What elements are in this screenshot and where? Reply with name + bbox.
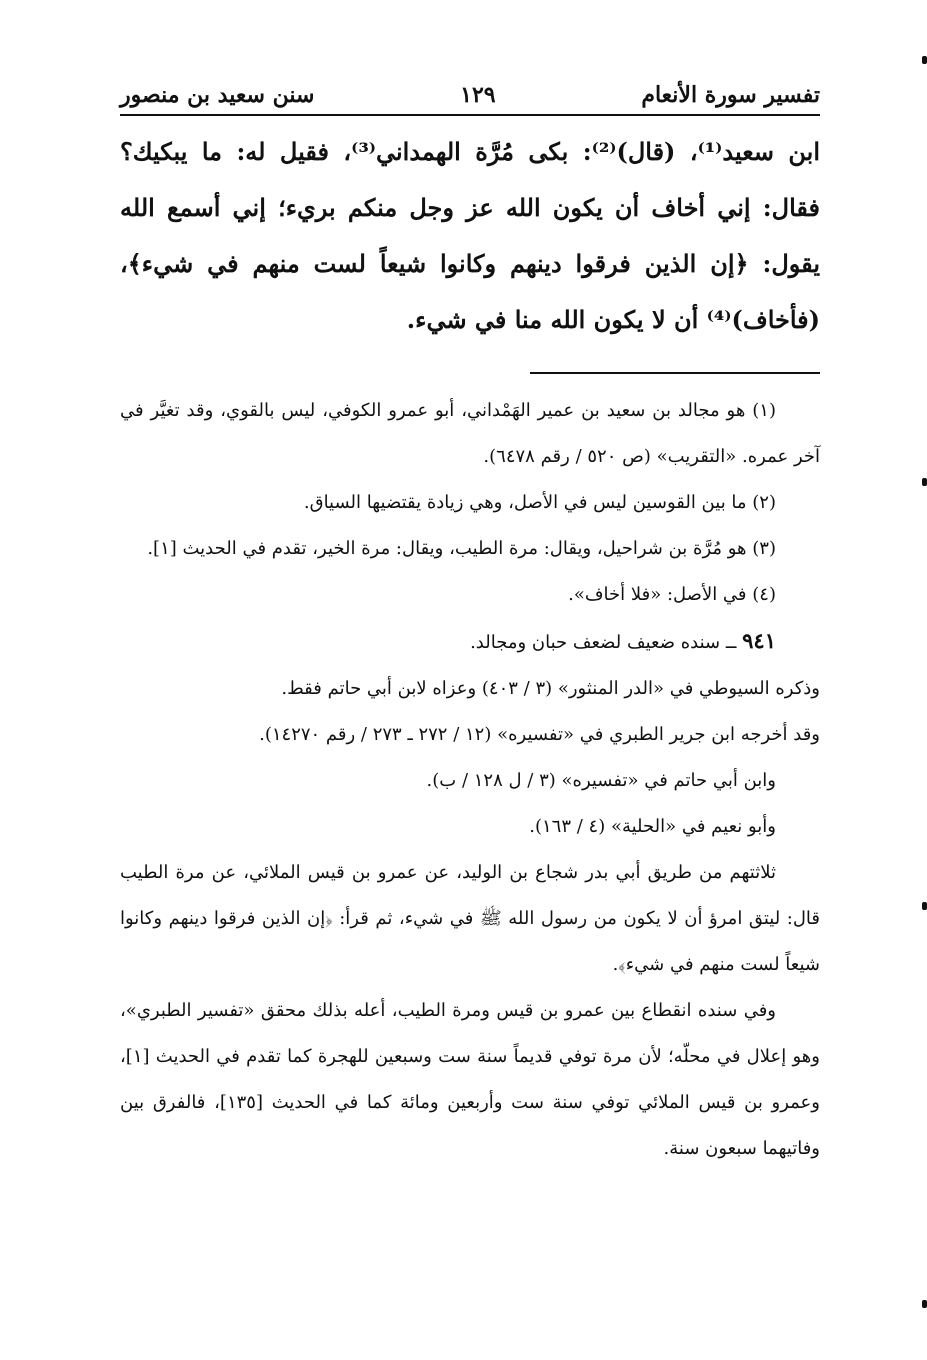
hadith-dash: ــ [725, 632, 737, 653]
margin-mark [922, 56, 927, 64]
hadith-line-1: سنده ضعيف لضعف حبان ومجالد. [470, 632, 721, 653]
hadith-line-6: ثلاثتهم من طريق أبي بدر شجاع بن الوليد، عن عمرو بن قيس الملائي، عن مرة الطيب قال: ليتق امرؤ أن لا يكون من رسول الله ﷺ في شيء، ثم قرأ: ﴿إن الذين فرقوا دينهم وكانوا شيعاً لست منهم في شيء﴾. [120, 862, 820, 975]
main-paragraph: ابن سعيد⁽¹⁾، (قال)⁽²⁾: بكى مُرَّة الهمداني⁽³⁾، فقيل له: ما يبكيك؟ فقال: إني أخاف أن يكون الله عز وجل منكم بريء؛ إني أسمع الله يقول: ﴿إن الذين فرقوا دينهم وكانوا شيعاً لست منهم في شيء﴾، (فأخاف)⁽⁴⁾ أن لا يكون الله منا في شيء. [120, 137, 821, 334]
hadith-line-2: وذكره السيوطي في «الدر المنثور» (٣ / ٤٠٣) وعزاه لابن أبي حاتم فقط. [281, 678, 820, 699]
hadith-line-5: وأبو نعيم في «الحلية» (٤ / ١٦٣). [529, 816, 776, 837]
hadith-number: ٩٤١ [742, 628, 776, 653]
footnote-3: (٣) هو مُرَّة بن شراحيل، ويقال: مرة الطيب، ويقال: مرة الخير، تقدم في الحديث [١]. [147, 538, 776, 559]
main-text [120, 124, 820, 348]
margin-mark [922, 478, 927, 486]
book-title: سنن سعيد بن منصور [120, 82, 315, 108]
hadith-line-7: وفي سنده انقطاع بين عمرو بن قيس ومرة الطيب، أعله بذلك محقق «تفسير الطبري»، وهو إعلال في محلّه؛ لأن مرة توفي قديماً سنة ست وسبعين للهجرة كما تقدم في الحديث [١]، وعمرو بن قيس الملائي توفي سنة ست وأربعين ومائة كما في الحديث [١٣٥]، فالفرق بين وفاتيهما سبعون سنة. [120, 1000, 820, 1159]
surah-title: تفسير سورة الأنعام [641, 82, 820, 108]
book-page [120, 78, 820, 1172]
footnote-separator [530, 372, 820, 374]
hadith-grading [120, 618, 820, 666]
footnotes [120, 388, 820, 1172]
footnote-4: (٤) في الأصل: «فلا أخاف». [568, 584, 776, 605]
running-header [120, 78, 820, 116]
margin-mark [922, 1300, 927, 1308]
footnote-2: (٢) ما بين القوسين ليس في الأصل، وهي زيادة يقتضيها السياق. [303, 492, 776, 513]
hadith-line-4: وابن أبي حاتم في «تفسيره» (٣ / ل ١٢٨ / ب). [426, 770, 776, 791]
hadith-line-3: وقد أخرجه ابن جرير الطبري في «تفسيره» (١٢ / ٢٧٢ ـ ٢٧٣ / رقم ١٤٢٧٠). [259, 724, 820, 745]
page-number: ١٢٩ [460, 82, 496, 108]
margin-mark [922, 902, 927, 910]
footnote-1: (١) هو مجالد بن سعيد بن عمير الهَمْداني، أبو عمرو الكوفي، ليس بالقوي، وقد تغيَّر في آخر عمره. «التقريب» (ص ٥٢٠ / رقم ٦٤٧٨). [120, 400, 820, 467]
